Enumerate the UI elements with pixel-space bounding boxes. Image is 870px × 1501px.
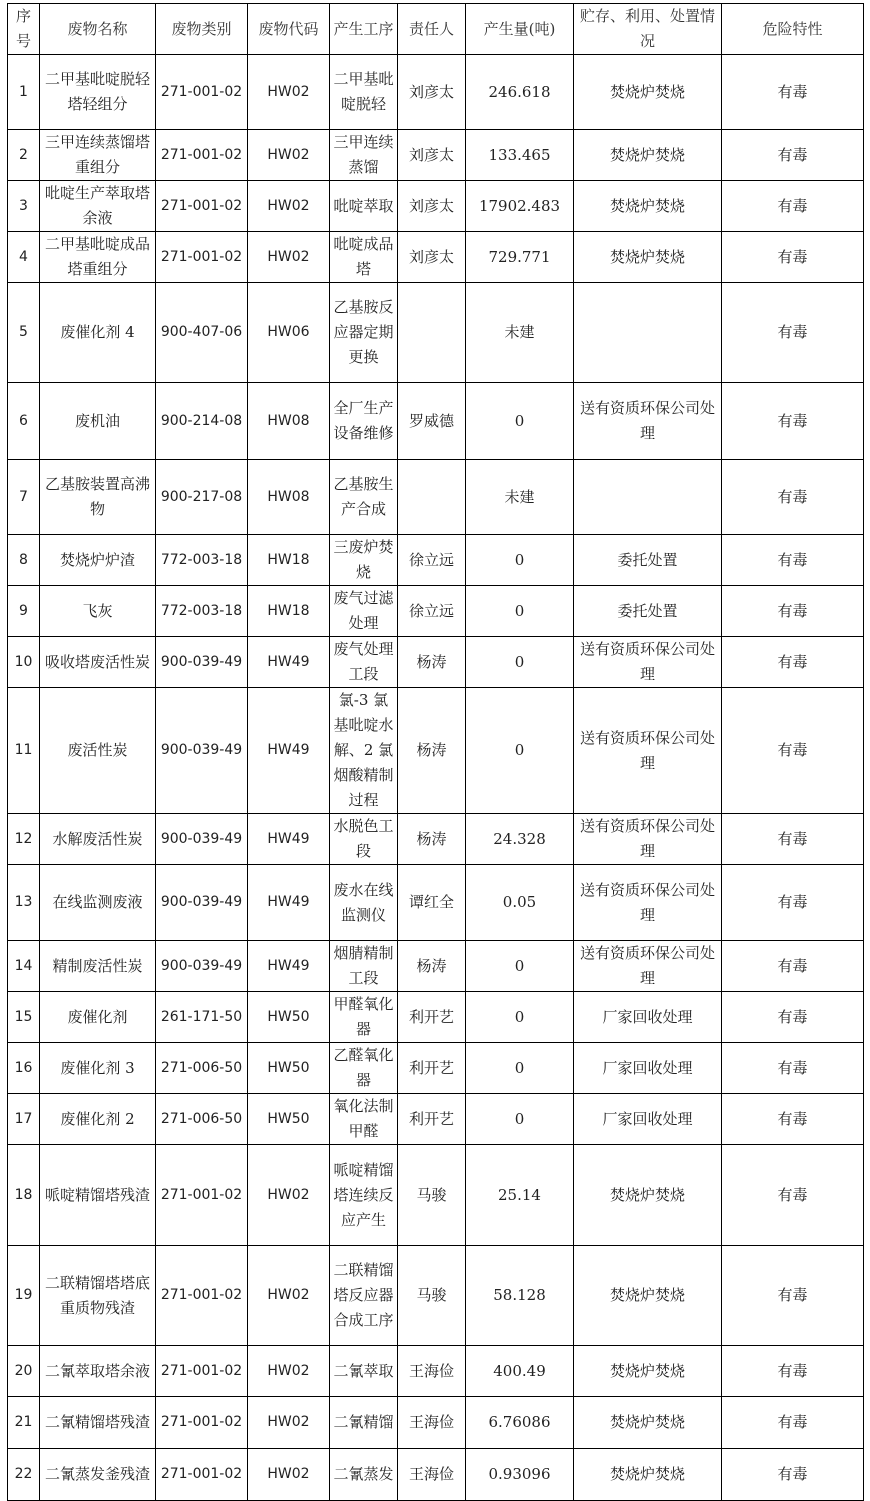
waste-name-cell: 焚烧炉炉渣 [40,535,156,586]
responsible-person-cell: 马骏 [398,1145,466,1246]
waste-name-cell: 三甲连续蒸馏塔重组分 [40,130,156,181]
responsible-person-cell: 刘彦太 [398,181,466,232]
responsible-person-cell: 罗威德 [398,383,466,460]
process-step-cell: 吡啶萃取 [330,181,398,232]
process-step-cell: 废水在线监测仪 [330,865,398,941]
row-number-cell: 6 [8,383,40,460]
waste-code-cell: HW02 [248,1145,330,1246]
process-step-cell: 乙基胺反应器定期更换 [330,283,398,383]
amount-tons-cell: 0.05 [466,865,574,941]
waste-category-cell: 271-001-02 [156,130,248,181]
waste-code-cell: HW08 [248,460,330,535]
waste-category-cell: 271-001-02 [156,1449,248,1501]
hazard-property-cell: 有毒 [722,130,864,181]
hazard-property-cell: 有毒 [722,283,864,383]
responsible-person-cell: 马骏 [398,1246,466,1346]
row-number-cell: 5 [8,283,40,383]
hazard-property-cell: 有毒 [722,1043,864,1094]
waste-code-cell: HW49 [248,637,330,688]
amount-tons-cell: 17902.483 [466,181,574,232]
waste-code-cell: HW18 [248,586,330,637]
table-row [8,1449,864,1501]
table-row [8,814,864,865]
amount-tons-cell: 0.93096 [466,1449,574,1501]
responsible-person-cell: 杨涛 [398,637,466,688]
waste-code-cell: HW02 [248,181,330,232]
row-number-cell: 21 [8,1397,40,1449]
table-row [8,1094,864,1145]
table-row [8,1246,864,1346]
waste-name-cell: 水解废活性炭 [40,814,156,865]
waste-name-cell: 二氰精馏塔残渣 [40,1397,156,1449]
hazard-property-cell: 有毒 [722,232,864,283]
responsible-person-cell: 杨涛 [398,814,466,865]
table-row [8,535,864,586]
disposal-method-cell: 焚烧炉焚烧 [574,130,722,181]
amount-tons-cell: 246.618 [466,55,574,130]
row-number-cell: 13 [8,865,40,941]
responsible-person-cell: 徐立远 [398,586,466,637]
responsible-person-cell: 王海俭 [398,1397,466,1449]
row-number-cell: 17 [8,1094,40,1145]
disposal-method-cell: 送有资质环保公司处理 [574,688,722,814]
hazard-property-cell: 有毒 [722,1094,864,1145]
amount-tons-cell: 未建 [466,283,574,383]
responsible-person-cell: 谭红全 [398,865,466,941]
responsible-person-cell [398,460,466,535]
disposal-method-cell: 厂家回收处理 [574,1094,722,1145]
hazard-property-cell: 有毒 [722,1246,864,1346]
row-number-cell: 3 [8,181,40,232]
responsible-person-cell [398,283,466,383]
table-row [8,181,864,232]
table-row [8,992,864,1043]
disposal-method-cell: 厂家回收处理 [574,992,722,1043]
disposal-method-cell: 送有资质环保公司处理 [574,941,722,992]
table-row [8,232,864,283]
waste-name-cell: 废催化剂 2 [40,1094,156,1145]
waste-name-cell: 废催化剂 [40,992,156,1043]
table-row [8,1397,864,1449]
waste-name-cell: 乙基胺装置高沸物 [40,460,156,535]
amount-tons-cell: 0 [466,1043,574,1094]
disposal-method-cell: 焚烧炉焚烧 [574,1449,722,1501]
header-cell: 产生工序 [330,4,398,55]
process-step-cell: 乙醛氧化器 [330,1043,398,1094]
waste-category-cell: 900-039-49 [156,941,248,992]
process-step-cell: 吡啶成品塔 [330,232,398,283]
waste-category-cell: 271-001-02 [156,1145,248,1246]
disposal-method-cell: 送有资质环保公司处理 [574,383,722,460]
amount-tons-cell: 6.76086 [466,1397,574,1449]
hazard-property-cell: 有毒 [722,55,864,130]
waste-name-cell: 精制废活性炭 [40,941,156,992]
waste-code-cell: HW08 [248,383,330,460]
row-number-cell: 7 [8,460,40,535]
waste-name-cell: 吸收塔废活性炭 [40,637,156,688]
amount-tons-cell: 25.14 [466,1145,574,1246]
header-cell: 贮存、利用、处置情况 [574,4,722,55]
waste-code-cell: HW02 [248,130,330,181]
hazard-property-cell: 有毒 [722,941,864,992]
responsible-person-cell: 利开艺 [398,1043,466,1094]
amount-tons-cell: 0 [466,383,574,460]
hazard-property-cell: 有毒 [722,586,864,637]
waste-code-cell: HW50 [248,1094,330,1145]
waste-category-cell: 271-006-50 [156,1094,248,1145]
table-row [8,688,864,814]
row-number-cell: 12 [8,814,40,865]
waste-name-cell: 吡啶生产萃取塔余液 [40,181,156,232]
row-number-cell: 8 [8,535,40,586]
disposal-method-cell [574,283,722,383]
waste-name-cell: 二氰蒸发釜残渣 [40,1449,156,1501]
amount-tons-cell: 0 [466,637,574,688]
disposal-method-cell: 焚烧炉焚烧 [574,1346,722,1397]
process-step-cell: 乙基胺生产合成 [330,460,398,535]
header-cell: 责任人 [398,4,466,55]
waste-category-cell: 900-214-08 [156,383,248,460]
waste-code-cell: HW49 [248,941,330,992]
responsible-person-cell: 王海俭 [398,1346,466,1397]
waste-category-cell: 271-001-02 [156,55,248,130]
waste-category-cell: 900-039-49 [156,814,248,865]
row-number-cell: 1 [8,55,40,130]
row-number-cell: 18 [8,1145,40,1246]
process-step-cell: 烟腈精制工段 [330,941,398,992]
header-cell: 废物类别 [156,4,248,55]
table-row [8,586,864,637]
row-number-cell: 19 [8,1246,40,1346]
amount-tons-cell: 0 [466,535,574,586]
waste-category-cell: 261-171-50 [156,992,248,1043]
amount-tons-cell: 400.49 [466,1346,574,1397]
header-cell: 序号 [8,4,40,55]
responsible-person-cell: 王海俭 [398,1449,466,1501]
row-number-cell: 20 [8,1346,40,1397]
waste-category-cell: 900-039-49 [156,688,248,814]
hazard-property-cell: 有毒 [722,637,864,688]
waste-code-cell: HW06 [248,283,330,383]
table-row [8,941,864,992]
waste-name-cell: 哌啶精馏塔残渣 [40,1145,156,1246]
process-step-cell: 二氰萃取 [330,1346,398,1397]
waste-category-cell: 271-001-02 [156,232,248,283]
hazard-property-cell: 有毒 [722,181,864,232]
waste-code-cell: HW50 [248,992,330,1043]
table-row [8,865,864,941]
disposal-method-cell: 委托处置 [574,586,722,637]
waste-category-cell: 900-217-08 [156,460,248,535]
table-row [8,55,864,130]
disposal-method-cell: 焚烧炉焚烧 [574,1397,722,1449]
process-step-cell: 二联精馏塔反应器合成工序 [330,1246,398,1346]
responsible-person-cell: 刘彦太 [398,232,466,283]
table-row [8,1346,864,1397]
waste-name-cell: 飞灰 [40,586,156,637]
waste-category-cell: 271-001-02 [156,181,248,232]
amount-tons-cell: 0 [466,1094,574,1145]
table-row [8,637,864,688]
waste-code-cell: HW18 [248,535,330,586]
process-step-cell: 氧化法制甲醛 [330,1094,398,1145]
waste-code-cell: HW02 [248,1397,330,1449]
amount-tons-cell: 24.328 [466,814,574,865]
process-step-cell: 水脱色工段 [330,814,398,865]
row-number-cell: 14 [8,941,40,992]
table-row [8,283,864,383]
waste-name-cell: 二甲基吡啶脱轻塔轻组分 [40,55,156,130]
amount-tons-cell: 133.465 [466,130,574,181]
waste-category-cell: 271-001-02 [156,1346,248,1397]
waste-name-cell: 二联精馏塔塔底重质物残渣 [40,1246,156,1346]
row-number-cell: 9 [8,586,40,637]
disposal-method-cell: 焚烧炉焚烧 [574,1145,722,1246]
table-row [8,383,864,460]
waste-name-cell: 废活性炭 [40,688,156,814]
waste-name-cell: 废催化剂 3 [40,1043,156,1094]
hazard-property-cell: 有毒 [722,1346,864,1397]
header-cell: 产生量(吨) [466,4,574,55]
waste-name-cell: 二甲基吡啶成品塔重组分 [40,232,156,283]
waste-category-cell: 271-001-02 [156,1246,248,1346]
table-row [8,460,864,535]
hazard-property-cell: 有毒 [722,460,864,535]
header-cell: 废物名称 [40,4,156,55]
process-step-cell: 二氰精馏 [330,1397,398,1449]
responsible-person-cell: 徐立远 [398,535,466,586]
table-row [8,1145,864,1246]
responsible-person-cell: 杨涛 [398,688,466,814]
disposal-method-cell [574,460,722,535]
hazard-property-cell: 有毒 [722,814,864,865]
disposal-method-cell: 送有资质环保公司处理 [574,814,722,865]
waste-category-cell: 900-039-49 [156,637,248,688]
waste-code-cell: HW49 [248,814,330,865]
waste-category-cell: 772-003-18 [156,535,248,586]
hazard-property-cell: 有毒 [722,535,864,586]
process-step-cell: 二氰蒸发 [330,1449,398,1501]
process-step-cell: 全厂生产设备维修 [330,383,398,460]
row-number-cell: 15 [8,992,40,1043]
row-number-cell: 22 [8,1449,40,1501]
process-step-cell: 哌啶精馏塔连续反应产生 [330,1145,398,1246]
waste-name-cell: 废催化剂 4 [40,283,156,383]
process-step-cell: 废气处理工段 [330,637,398,688]
disposal-method-cell: 送有资质环保公司处理 [574,637,722,688]
row-number-cell: 4 [8,232,40,283]
hazard-property-cell: 有毒 [722,383,864,460]
hazard-property-cell: 有毒 [722,865,864,941]
responsible-person-cell: 利开艺 [398,992,466,1043]
row-number-cell: 11 [8,688,40,814]
amount-tons-cell: 58.128 [466,1246,574,1346]
row-number-cell: 2 [8,130,40,181]
amount-tons-cell: 0 [466,941,574,992]
waste-code-cell: HW02 [248,1449,330,1501]
process-step-cell: 三废炉焚烧 [330,535,398,586]
responsible-person-cell: 杨涛 [398,941,466,992]
process-step-cell: 废气过滤处理 [330,586,398,637]
waste-code-cell: HW02 [248,55,330,130]
waste-name-cell: 二氰萃取塔余液 [40,1346,156,1397]
responsible-person-cell: 利开艺 [398,1094,466,1145]
disposal-method-cell: 厂家回收处理 [574,1043,722,1094]
hazard-property-cell: 有毒 [722,688,864,814]
waste-code-cell: HW49 [248,865,330,941]
process-step-cell: 氯-3 氯基吡啶水解、2 氯烟酸精制过程 [330,688,398,814]
responsible-person-cell: 刘彦太 [398,130,466,181]
waste-category-cell: 271-006-50 [156,1043,248,1094]
waste-category-cell: 900-039-49 [156,865,248,941]
waste-category-cell: 772-003-18 [156,586,248,637]
header-row [8,4,864,55]
waste-code-cell: HW02 [248,232,330,283]
amount-tons-cell: 0 [466,992,574,1043]
disposal-method-cell: 委托处置 [574,535,722,586]
process-step-cell: 二甲基吡啶脱轻 [330,55,398,130]
waste-code-cell: HW02 [248,1246,330,1346]
waste-code-cell: HW49 [248,688,330,814]
header-cell: 废物代码 [248,4,330,55]
process-step-cell: 三甲连续蒸馏 [330,130,398,181]
disposal-method-cell: 焚烧炉焚烧 [574,55,722,130]
row-number-cell: 10 [8,637,40,688]
waste-category-cell: 271-001-02 [156,1397,248,1449]
disposal-method-cell: 焚烧炉焚烧 [574,181,722,232]
disposal-method-cell: 焚烧炉焚烧 [574,232,722,283]
table-row [8,130,864,181]
hazardous-waste-table [7,3,864,1501]
table-row [8,1043,864,1094]
process-step-cell: 甲醛氧化器 [330,992,398,1043]
amount-tons-cell: 729.771 [466,232,574,283]
header-cell: 危险特性 [722,4,864,55]
hazard-property-cell: 有毒 [722,992,864,1043]
row-number-cell: 16 [8,1043,40,1094]
waste-code-cell: HW50 [248,1043,330,1094]
hazard-property-cell: 有毒 [722,1449,864,1501]
responsible-person-cell: 刘彦太 [398,55,466,130]
disposal-method-cell: 焚烧炉焚烧 [574,1246,722,1346]
waste-code-cell: HW02 [248,1346,330,1397]
table-body [8,55,864,1501]
amount-tons-cell: 未建 [466,460,574,535]
amount-tons-cell: 0 [466,586,574,637]
amount-tons-cell: 0 [466,688,574,814]
disposal-method-cell: 送有资质环保公司处理 [574,865,722,941]
waste-category-cell: 900-407-06 [156,283,248,383]
hazard-property-cell: 有毒 [722,1145,864,1246]
hazard-property-cell: 有毒 [722,1397,864,1449]
waste-name-cell: 在线监测废液 [40,865,156,941]
waste-name-cell: 废机油 [40,383,156,460]
